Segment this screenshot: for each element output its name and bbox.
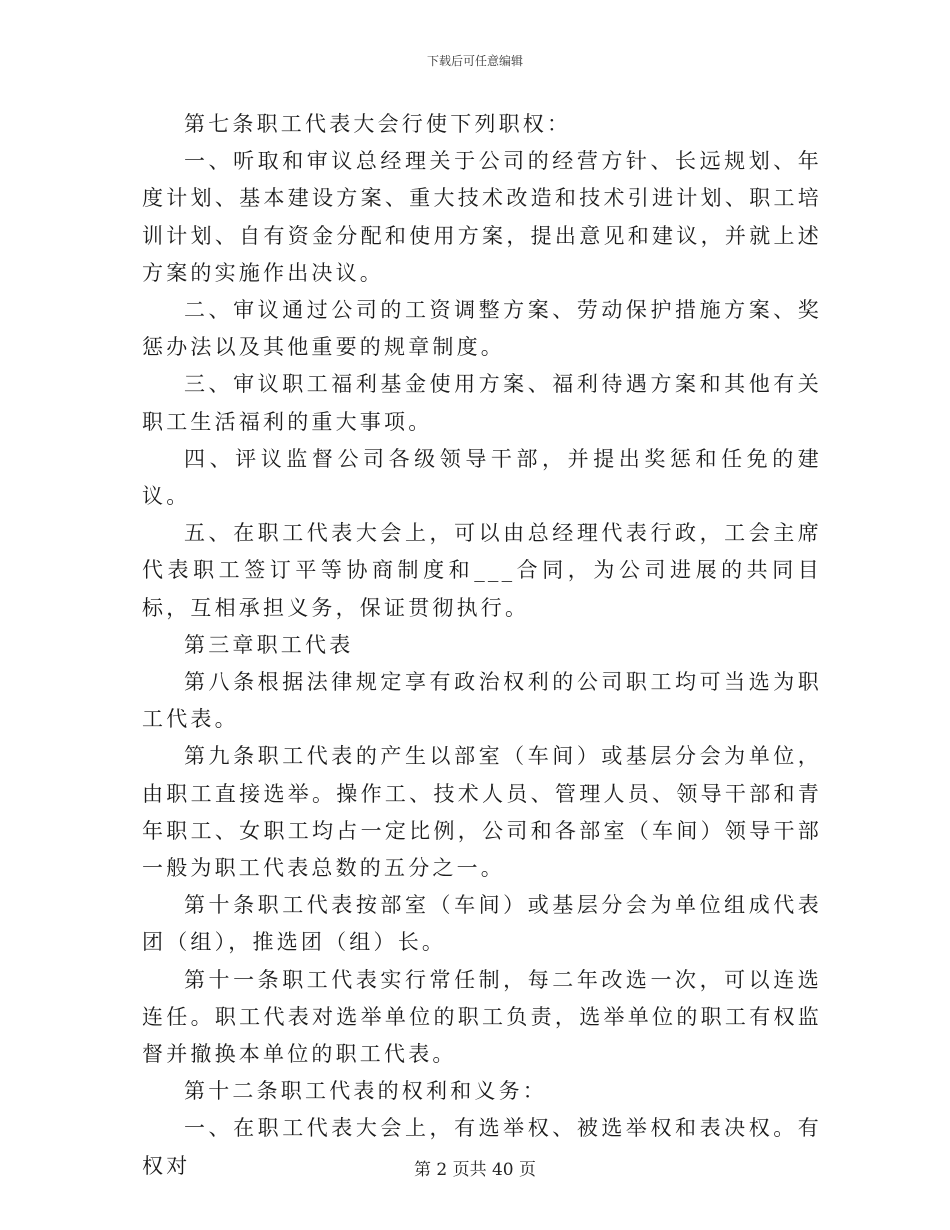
paragraph-article-8: 第八条根据法律规定享有政治权利的公司职工均可当选为职工代表。 [142,670,822,732]
chapter-heading: 第三章职工代表 [184,632,354,657]
paragraph-article-12: 第十二条职工代表的权利和义务： [184,1079,547,1104]
paragraph-article-10: 第十条职工代表按部室（车间）或基层分会为单位组成代表团（组），推选团（组）长。 [142,893,822,955]
page-header: 下载后可任意编辑 [426,54,523,68]
paragraph-item-2: 二、审议通过公司的工资调整方案、劳动保护措施方案、奖惩办法以及其他重要的规章制度。 [142,298,822,360]
paragraph-item-3: 三、审议职工福利基金使用方案、福利待遇方案和其他有关职工生活福利的重大事项。 [142,372,822,434]
page-footer: 第 2 页共 40 页 [413,1160,537,1180]
paragraph-article-11: 第十一条职工代表实行常任制，每二年改选一次，可以连选连任。职工代表对选举单位的职工负责，选举单位的职工有权监督并撤换本单位的职工代表。 [142,967,822,1067]
paragraph-article-9: 第九条职工代表的产生以部室（车间）或基层分会为单位，由职工直接选举。操作工、技术人员、管理人员、领导干部和青年职工、女职工均占一定比例，公司和各部室（车间）领导干部一般为职工代表总数的五分之一。 [142,744,822,881]
paragraph-article-7: 第七条职工代表大会行使下列职权： [184,112,572,136]
paragraph-item-4: 四、评议监督公司各级领导干部，并提出奖惩和任免的建议。 [142,446,822,509]
document-body [142,106,822,1185]
paragraph-item-5: 五、在职工代表大会上，可以由总经理代表行政，工会主席代表职工签订平等协商制度和___合同，为公司进展的共同目标，互相承担义务，保证贯彻执行。 [142,521,822,620]
paragraph-rights-item-1: 一、在职工代表大会上，有选举权、被选举权和表决权。有权对 [142,1116,822,1178]
paragraph-item-1: 一、听取和审议总经理关于公司的经营方针、长远规划、年度计划、基本建设方案、重大技术改造和技术引进计划、职工培训计划、自有资金分配和使用方案，提出意见和建议，并就上述方案的实施作出决议。 [142,149,822,285]
